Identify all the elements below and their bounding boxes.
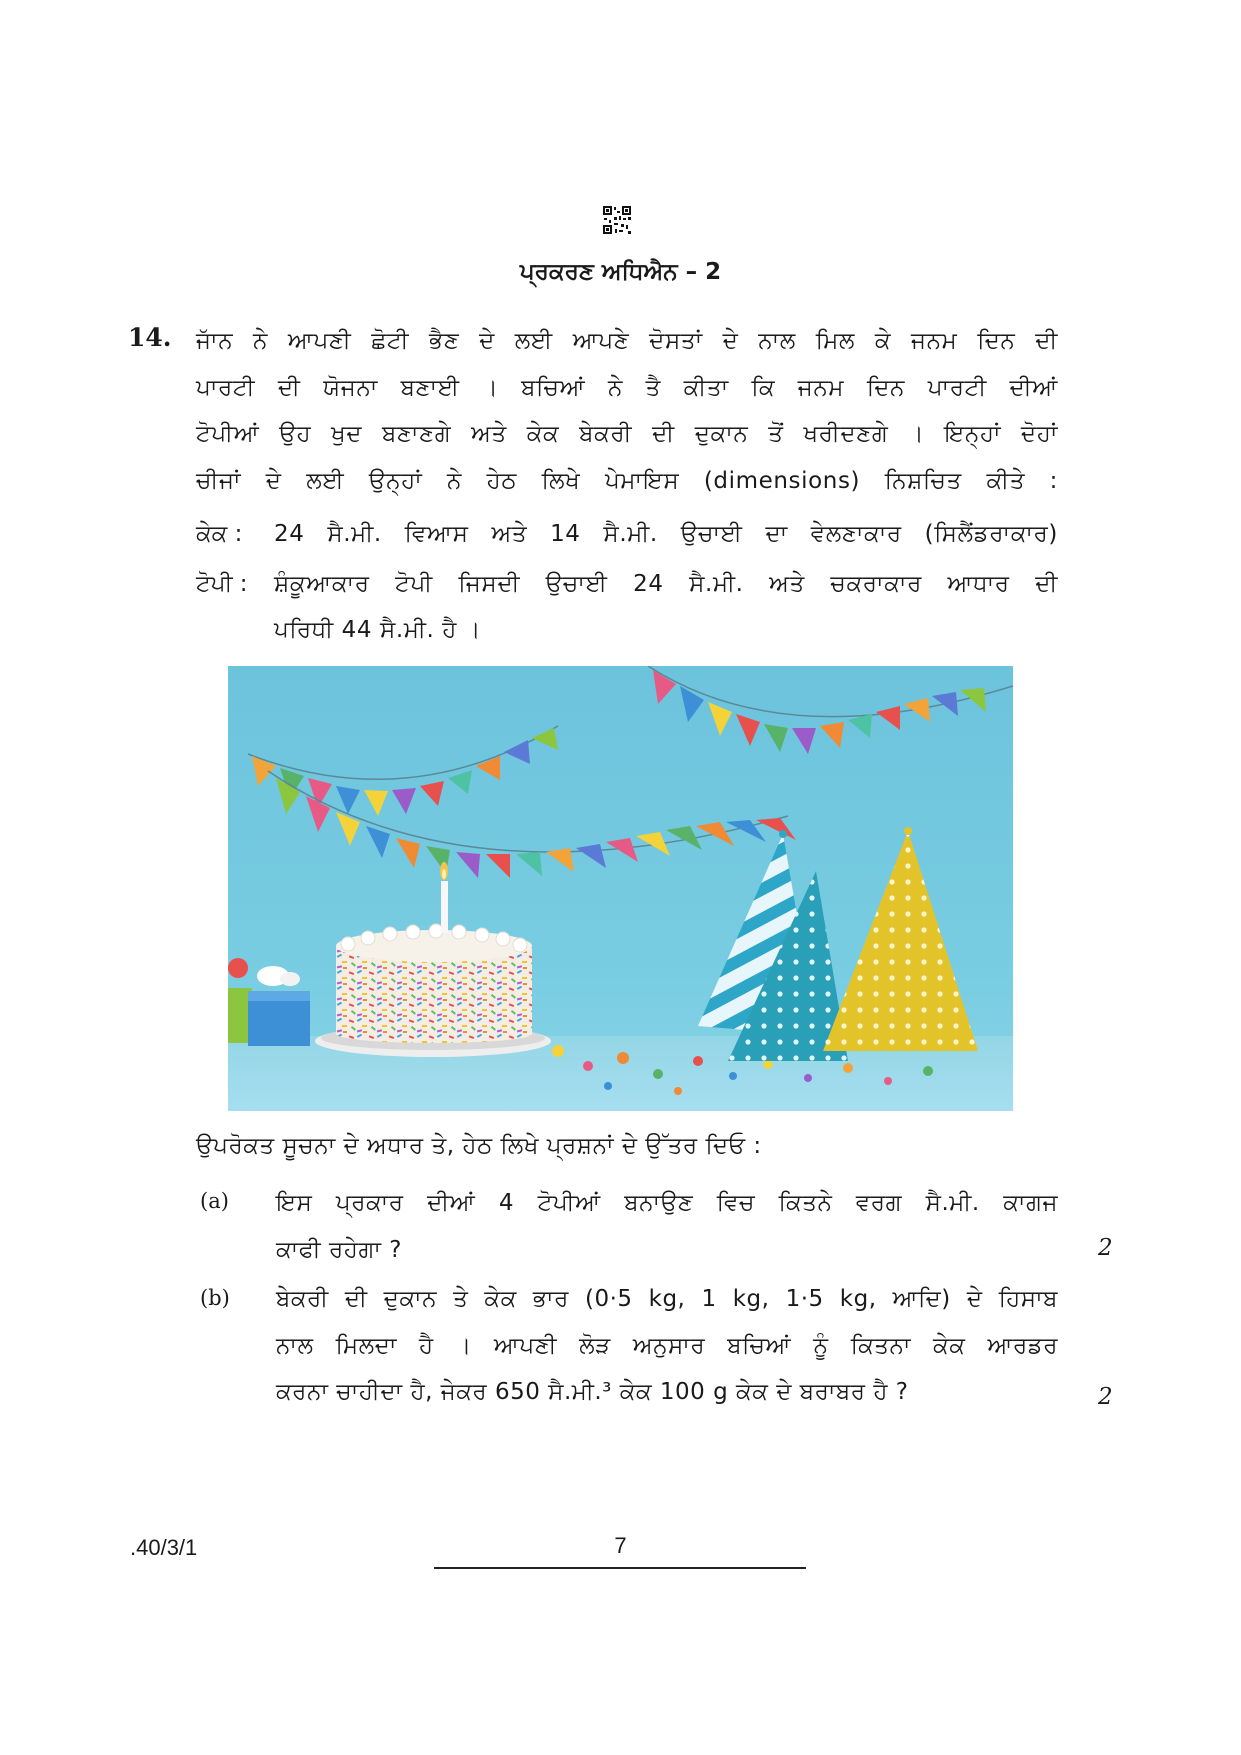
cake-dimensions — [274, 521, 1058, 547]
part-a-text — [276, 1180, 1058, 1273]
part-b-line: ਨਾਲ ਮਿਲਦਾ ਹੈ । ਆਪਣੀ ਲੋੜ ਅਨੁਸਾਰ ਬਚਿਆਂ ਨੂੰ ਕਿਤਨਾ ਕੇਕ ਆਰਡਰ — [276, 1332, 1058, 1359]
questions-intro: ਉਪਰੋਕਤ ਸੂਚਨਾ ਦੇ ਅਧਾਰ ਤੇ, ਹੇਠ ਲਿਖੇ ਪ੍ਰਸ਼ਨਾਂ ਦੇ ਉੱਤਰ ਦਿਓ : — [196, 1133, 762, 1159]
paragraph-line: ਪਾਰਟੀ ਦੀ ਯੋਜਨਾ ਬਣਾਈ । ਬਚਿਆਂ ਨੇ ਤੈ ਕੀਤਾ ਕਿ ਜਨਮ ਦਿਨ ਪਾਰਟੀ ਦੀਆਂ — [196, 374, 1058, 401]
cap-dimensions-text: ਸ਼ੰਕੂਆਕਾਰ ਟੋਪੀ ਜਿਸਦੀ ਉਚਾਈ 24 ਸੈ.ਮੀ. ਅਤੇ ਚਕਰਾਕਾਰ ਆਧਾਰ ਦੀ — [274, 571, 1058, 597]
cap-label: ਟੋਪੀ : — [196, 571, 248, 597]
birthday-party-photo — [228, 666, 1013, 1111]
part-b-label: (b) — [200, 1286, 230, 1310]
cap-dimensions-line-2: ਪਰਿਧੀ 44 ਸੈ.ਮੀ. ਹੈ । — [274, 617, 482, 643]
footer-rule — [434, 1567, 806, 1569]
question-number: 14. — [128, 323, 172, 352]
cake-dimensions-text: 24 ਸੈ.ਮੀ. ਵਿਆਸ ਅਤੇ 14 ਸੈ.ਮੀ. ਉਚਾਈ ਦਾ ਵੇਲਣਾਕਾਰ (ਸਿਲੈਂਡਰਾਕਾਰ) — [274, 521, 1058, 547]
question-paragraph — [196, 318, 1058, 504]
part-b-text — [276, 1276, 1058, 1416]
paper-code: .40/3/1 — [130, 1535, 198, 1560]
part-a-label: (a) — [200, 1189, 229, 1213]
paragraph-line: ਚੀਜਾਂ ਦੇ ਲਈ ਉਨ੍ਹਾਂ ਨੇ ਹੇਠ ਲਿਖੇ ਪੇਮਾਇਸ (dimensions) ਨਿਸ਼ਚਿਤ ਕੀਤੇ : — [196, 467, 1058, 494]
part-a-marks: 2 — [1098, 1235, 1113, 1261]
qr-code-icon — [602, 205, 632, 235]
part-b-line: ਕਰਨਾ ਚਾਹੀਦਾ ਹੈ, ਜੇਕਰ 650 ਸੈ.ਮੀ.³ ਕੇਕ 100 g ਕੇਕ ਦੇ ਬਰਾਬਰ ਹੈ ? — [276, 1379, 909, 1405]
part-b-line: ਬੇਕਰੀ ਦੀ ਦੁਕਾਨ ਤੇ ਕੇਕ ਭਾਰ (0·5 kg, 1 kg, 1·5 kg, ਆਦਿ) ਦੇ ਹਿਸਾਬ — [276, 1286, 1058, 1312]
paragraph-line: ਟੋਪੀਆਂ ਉਹ ਖੁਦ ਬਣਾਣਗੇ ਅਤੇ ਕੇਕ ਬੇਕਰੀ ਦੀ ਦੁਕਾਨ ਤੋਂ ਖਰੀਦਣਗੇ । ਇਨ੍ਹਾਂ ਦੋਹਾਂ — [196, 421, 1058, 447]
section-title: ਪ੍ਰਕਰਣ ਅਧਿਐਨ – 2 — [519, 259, 722, 285]
page-number: 7 — [614, 1533, 627, 1558]
cake-label: ਕੇਕ : — [196, 521, 243, 547]
paragraph-line: ਜਾੱਨ ਨੇ ਆਪਣੀ ਛੋਟੀ ਭੈਣ ਦੇ ਲਈ ਆਪਣੇ ਦੋਸਤਾਂ ਦੇ ਨਾਲ ਮਿਲ ਕੇ ਜਨਮ ਦਿਨ ਦੀ — [196, 328, 1058, 354]
part-a-line: ਇਸ ਪ੍ਰਕਾਰ ਦੀਆਂ 4 ਟੋਪੀਆਂ ਬਨਾਉਣ ਵਿਚ ਕਿਤਨੇ ਵਰਗ ਸੈ.ਮੀ. ਕਾਗਜ — [276, 1190, 1058, 1216]
cap-dimensions-line-1 — [274, 571, 1058, 597]
part-b-marks: 2 — [1098, 1384, 1113, 1410]
part-a-line: ਕਾਫੀ ਰਹੇਗਾ ? — [276, 1236, 403, 1263]
